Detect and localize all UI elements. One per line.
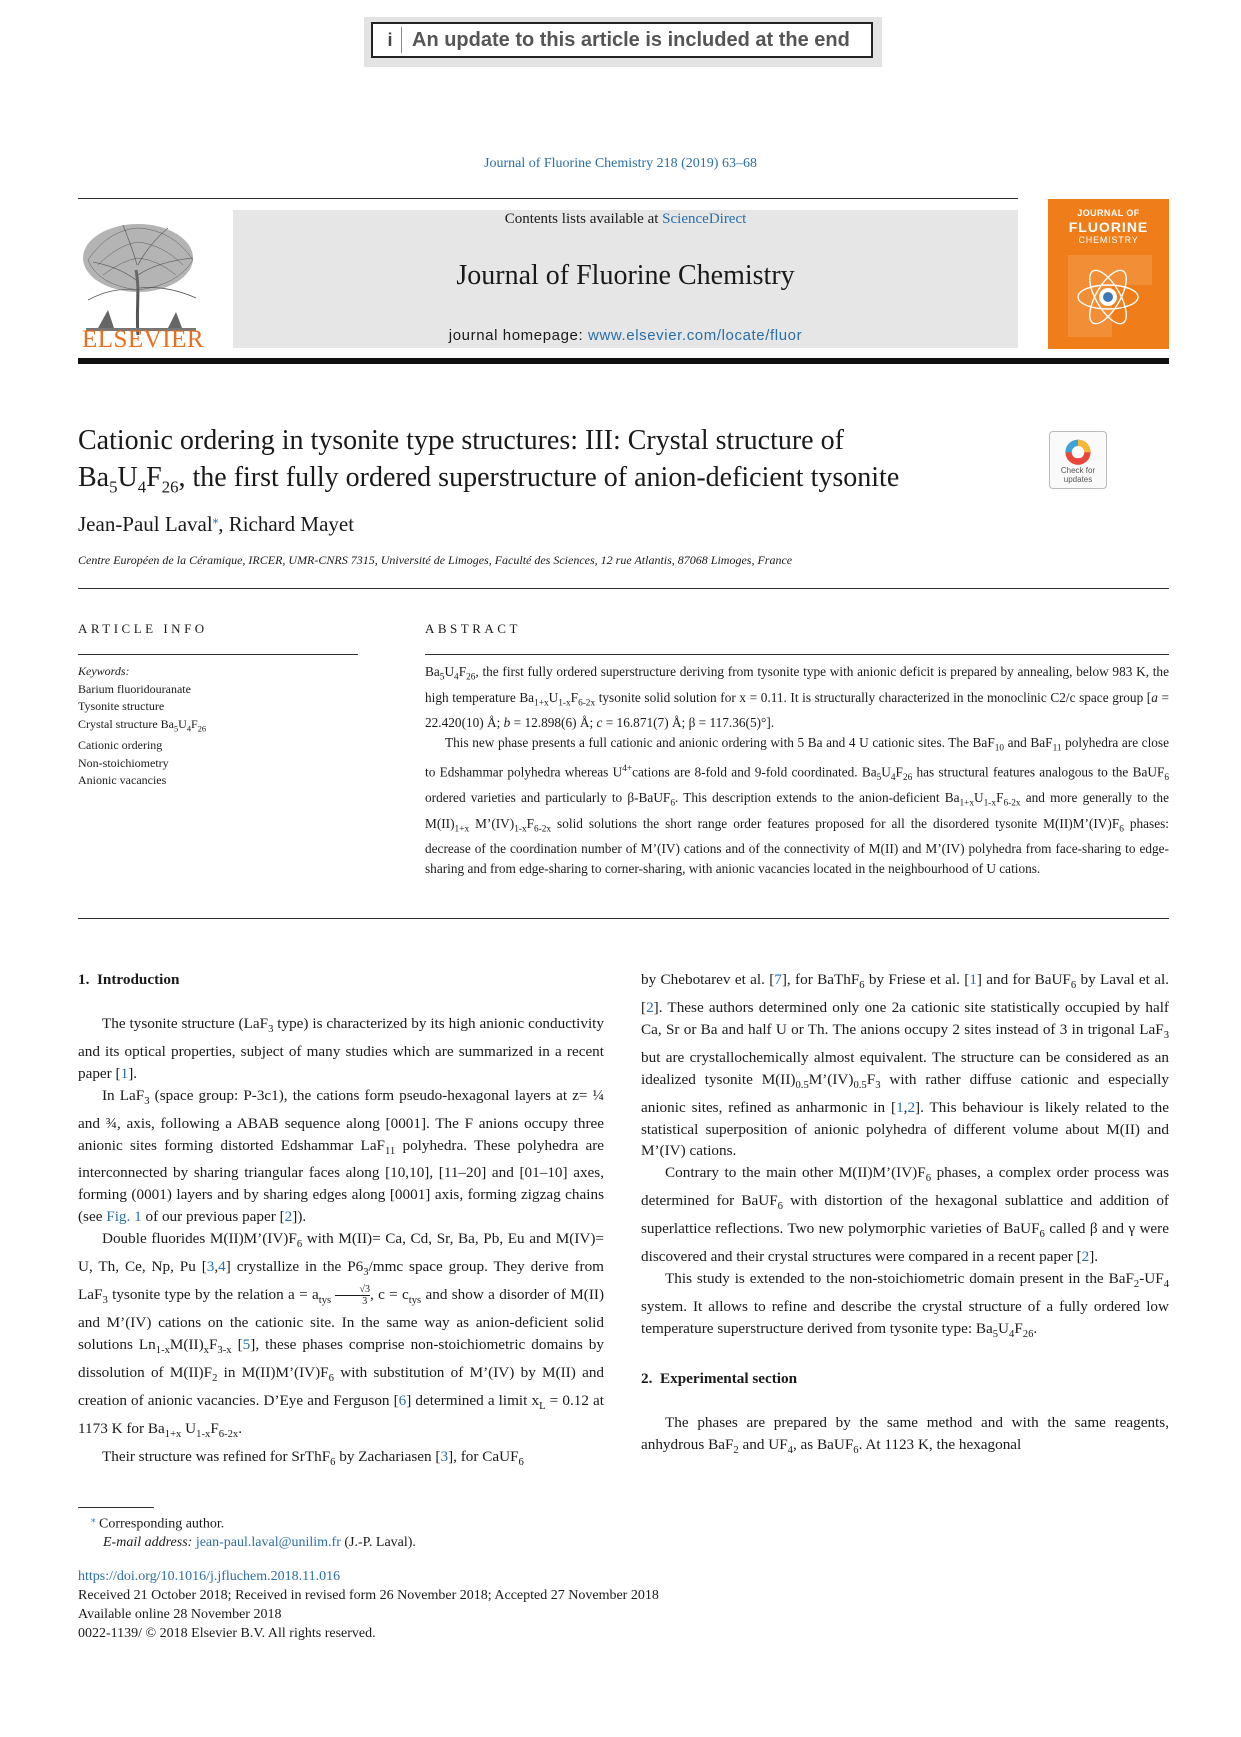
keyword: Crystal structure $Ba_5U_4F_{26}$ bbox=[78, 716, 207, 733]
online-date: Available online 28 November 2018 bbox=[78, 1607, 282, 1622]
cover-title-line2: FLUORINE bbox=[1068, 219, 1149, 235]
article-info-heading: ARTICLE INFO bbox=[78, 621, 208, 636]
header-rule bbox=[78, 198, 1018, 199]
journal-cover-thumbnail[interactable] bbox=[1048, 199, 1169, 349]
author-affiliation: Centre Européen de la Céramique, IRCER, UMR-CNRS 7315, Université de Limoges, Faculté des Sciences, 12 rue Atlantis, 87068 Limoges, France bbox=[78, 553, 793, 567]
keyword: Tysonite structure bbox=[78, 699, 165, 713]
body-paragraph: Contrary to the main other $M(II)M’(IV)F_6$ phases, a complex order process was determined for BaUF$_6$ with distortion of the hexagonal sublattice and addition of superlattice reflections. Two new polymorphic varieties of BaUF$_6$ called β and γ were discovered and their crystal structures were compared in a recent paper [2]. bbox=[641, 1164, 1169, 1266]
header-thick-rule bbox=[78, 358, 1169, 364]
abstract-paragraph: This new phase presents a full cationic and anionic ordering with 5 Ba and 4 U cationic sites. The BaF$_{10}$ and BaF$_{11}$ polyhedra are close to Edshammar polyhedra whereas $U^{4+}cations$ are 8-fold and 9-fold coordinated. $Ba_5U_4F_{26}$ has structural features analogous to the BaUF$_6$ ordered varieties and particularly to β-BaUF$_6$. This description extends to the anion-deficient $Ba_{1+x}U_{1-x}F_{6-2x}$ and more generally to the $M(II)_{1+x}$ $M’(IV)_{1-x}F_{6-2x}$ solid solutions the short range order features proposed for all the disordered tysonite $M(II)M’(IV)F_6$ phases: decrease of the coordination number of M’(IV) cations and of the connectivity of M(II) and M’(IV) polyhedra from face-sharing to edge-sharing and from edge-sharing to corner-sharing, with anionic vacancies located in the neighbourhood of U cations. bbox=[425, 735, 1170, 877]
update-banner[interactable] bbox=[371, 22, 873, 58]
corresponding-author-mark[interactable]: ⁎ bbox=[212, 514, 219, 526]
contents-prefix: Contents lists available at bbox=[504, 211, 663, 227]
email-note bbox=[103, 1535, 416, 1551]
copyright-line: 0022-1139/ © 2018 Elsevier B.V. All rights reserved. bbox=[78, 1626, 376, 1641]
footnote-mark: ⁎ bbox=[91, 1514, 96, 1524]
info-icon: i bbox=[379, 27, 402, 53]
doi-link[interactable]: https://doi.org/10.1016/j.jfluchem.2018.11.016 bbox=[78, 1569, 341, 1584]
cover-title-line3: CHEMISTRY bbox=[1078, 235, 1139, 245]
contents-availability bbox=[233, 211, 1018, 228]
body-paragraph: Double fluorides $M(II)M’(IV)F_6$ with M(II)= Ca, Cd, Sr, Ba, Pb, Eu and M(IV)= U, Th, Ce, Np, Pu [3,4] crystallize in the $P6_3$/mmc space group. They derive from LaF$_3$ tysonite type by the relation $a = a_{tys}$ $\frac{√3}{3}$ , $c = c_{tys}$ and show a disorder of M(II) and M’(IV) cations on the cationic site. In the same way as anion-deficient solid solutions $Ln_{1-x}M(II)_xF_{3-x}$ [5], these phases comprise non-stoichiometric domains by dissolution of $M(II)F_2$ in $M(II)M’(IV)F_6$ with substitution of M’(IV) by M(II) and creation of anionic vacancies. D’Eye and Ferguson [6] determined a limit $x_L = 0.12$ at 1173 K for $Ba_{1+x}$ $U_{1-x}F_{6-2x}$. bbox=[78, 1230, 605, 1440]
abstract-bottom-rule bbox=[78, 918, 1169, 919]
elsevier-wordmark: ELSEVIER bbox=[81, 326, 205, 353]
author-mayet[interactable]: Richard Mayet bbox=[228, 512, 355, 536]
body-left-column bbox=[78, 969, 604, 1474]
body-right-column bbox=[641, 969, 1169, 1462]
journal-citation[interactable]: Journal of Fluorine Chemistry 218 (2019) 63–68 bbox=[484, 156, 757, 171]
body-paragraph: The tysonite structure (LaF$_3$ type) is characterized by its high anionic conductivity and its optical properties, subject of many studies which are summarized in a recent paper [1]. bbox=[78, 1014, 604, 1082]
footnote-text: Corresponding author. bbox=[99, 1516, 225, 1532]
keywords-block bbox=[78, 663, 206, 790]
sciencedirect-link[interactable]: ScienceDirect bbox=[662, 211, 747, 227]
keyword: Anionic vacancies bbox=[78, 773, 167, 788]
body-paragraph: The phases are prepared by the same method and with the same reagents, anhydrous BaF$_2$ and $UF_4$, as BaUF$_6$. At 1123 K, the hexagonal bbox=[641, 1413, 1169, 1456]
title-formula: $Ba_5U_4F_{26}$ bbox=[78, 462, 179, 497]
update-banner-text: An update to this article is included at the end bbox=[412, 28, 850, 51]
abstract-paragraph: $Ba_5U_4F_{26}$, the first fully ordered superstructure deriving from tysonite type with anionic deficit is prepared by annealing, below 983 K, the high temperature $Ba_{1+x}U_{1-x}F_{6-2x}$ tysonite solid solution for x = 0.11. It is structurally characterized in the monoclinic C2/c space group [a = 22.420(10) Å; b = 12.898(6) Å; c = 16.871(7) Å; β = 117.36(5)°]. bbox=[425, 664, 1169, 731]
title-line-2: , the first fully ordered superstructure of anion-deficient tysonite bbox=[178, 462, 900, 493]
title-rule bbox=[78, 588, 1169, 589]
author-list bbox=[78, 512, 354, 537]
section-heading-experimental: 2. Experimental section bbox=[641, 1369, 798, 1387]
homepage-prefix: journal homepage: bbox=[448, 327, 589, 344]
body-paragraph: by Chebotarev et al. [7], for BaThF$_6$ by Friese et al. [1] and for BaUF$_6$ by Laval et al. [2]. These authors determined only one 2a cationic site statistically occupied by half Ca, Sr or Ba and half U or Th. The anions occupy 2 sites instead of 3 in trigonal LaF$_3$ but are crystallochemically almost equivalent. The structure can be considered as an idealized tysonite $M(II)_{0.5}M’(IV)_{0.5}F_3$ with rather diffuse cationic and especially anionic sites, refined as anharmonic in [1,2]. This behaviour is likely related to the statistical superposition of anionic polyhedra of different volume about M(II) and M’(IV) cations. bbox=[641, 971, 1170, 1160]
section-heading-introduction: 1. Introduction bbox=[78, 971, 180, 988]
email-label: E-mail address: bbox=[103, 1535, 193, 1550]
journal-title: Journal of Fluorine Chemistry bbox=[456, 260, 795, 291]
check-label-line1: Check for bbox=[1060, 466, 1096, 475]
atom-emblem-icon bbox=[1048, 247, 1169, 349]
body-paragraph: This study is extended to the non-stoichiometric domain present in the $BaF_2-UF_4$ system. It allows to refine and describe the crystal structure of a fully ordered low temperature superstructure derived from tysonite type: $Ba_5U_4F_{26}$. bbox=[641, 1270, 1169, 1340]
abstract-rule bbox=[425, 654, 1169, 655]
keyword: Barium fluoridouranate bbox=[78, 681, 191, 696]
corresponding-author-note bbox=[91, 1514, 224, 1533]
body-paragraph: In LaF$_3$ (space group: P-3c1), the cations form pseudo-hexagonal layers at z= ¼ and ¾, axis, following a ABAB sequence along [0001]. The F anions occupy three anionic sites forming distorted Edshammar LaF$_{11}$ polyhedra. These polyhedra are interconnected by sharing triangular faces along [10,10], [11–20] and [01–10] axes, forming (0001) layers and by sharing edges along [0001] axis, forming zigzag chains (see Fig. 1 of our previous paper [2]). bbox=[78, 1086, 605, 1226]
abstract-heading: ABSTRACT bbox=[425, 621, 521, 636]
author-laval[interactable]: Jean-Paul Laval bbox=[78, 512, 213, 536]
body-paragraph: Their structure was refined for SrThF$_6$ by Zachariasen [3], for CaUF$_6$ bbox=[102, 1447, 524, 1468]
author-separator: , bbox=[218, 512, 229, 536]
keyword: Cationic ordering bbox=[78, 738, 163, 753]
title-line-1: Cationic ordering in tysonite type structures: III: Crystal structure of bbox=[78, 425, 844, 456]
email-link[interactable]: jean-paul.laval@unilim.fr bbox=[195, 1535, 341, 1550]
check-label-line2: updates bbox=[1063, 475, 1093, 484]
keyword: Non-stoichiometry bbox=[78, 755, 169, 770]
article-info-rule bbox=[78, 654, 358, 655]
cover-title-line1: JOURNAL OF bbox=[1077, 208, 1140, 218]
keywords-label: Keywords: bbox=[78, 664, 130, 678]
email-suffix: (J.-P. Laval). bbox=[340, 1535, 416, 1550]
journal-homepage bbox=[233, 327, 1018, 344]
article-title bbox=[78, 422, 1038, 506]
received-dates: Received 21 October 2018; Received in revised form 26 November 2018; Accepted 27 November 2018 bbox=[78, 1588, 659, 1603]
abstract-text bbox=[425, 662, 1169, 879]
homepage-link[interactable]: www.elsevier.com/locate/fluor bbox=[588, 327, 803, 344]
check-for-updates-label bbox=[1049, 466, 1107, 484]
footnote-rule bbox=[78, 1507, 154, 1508]
